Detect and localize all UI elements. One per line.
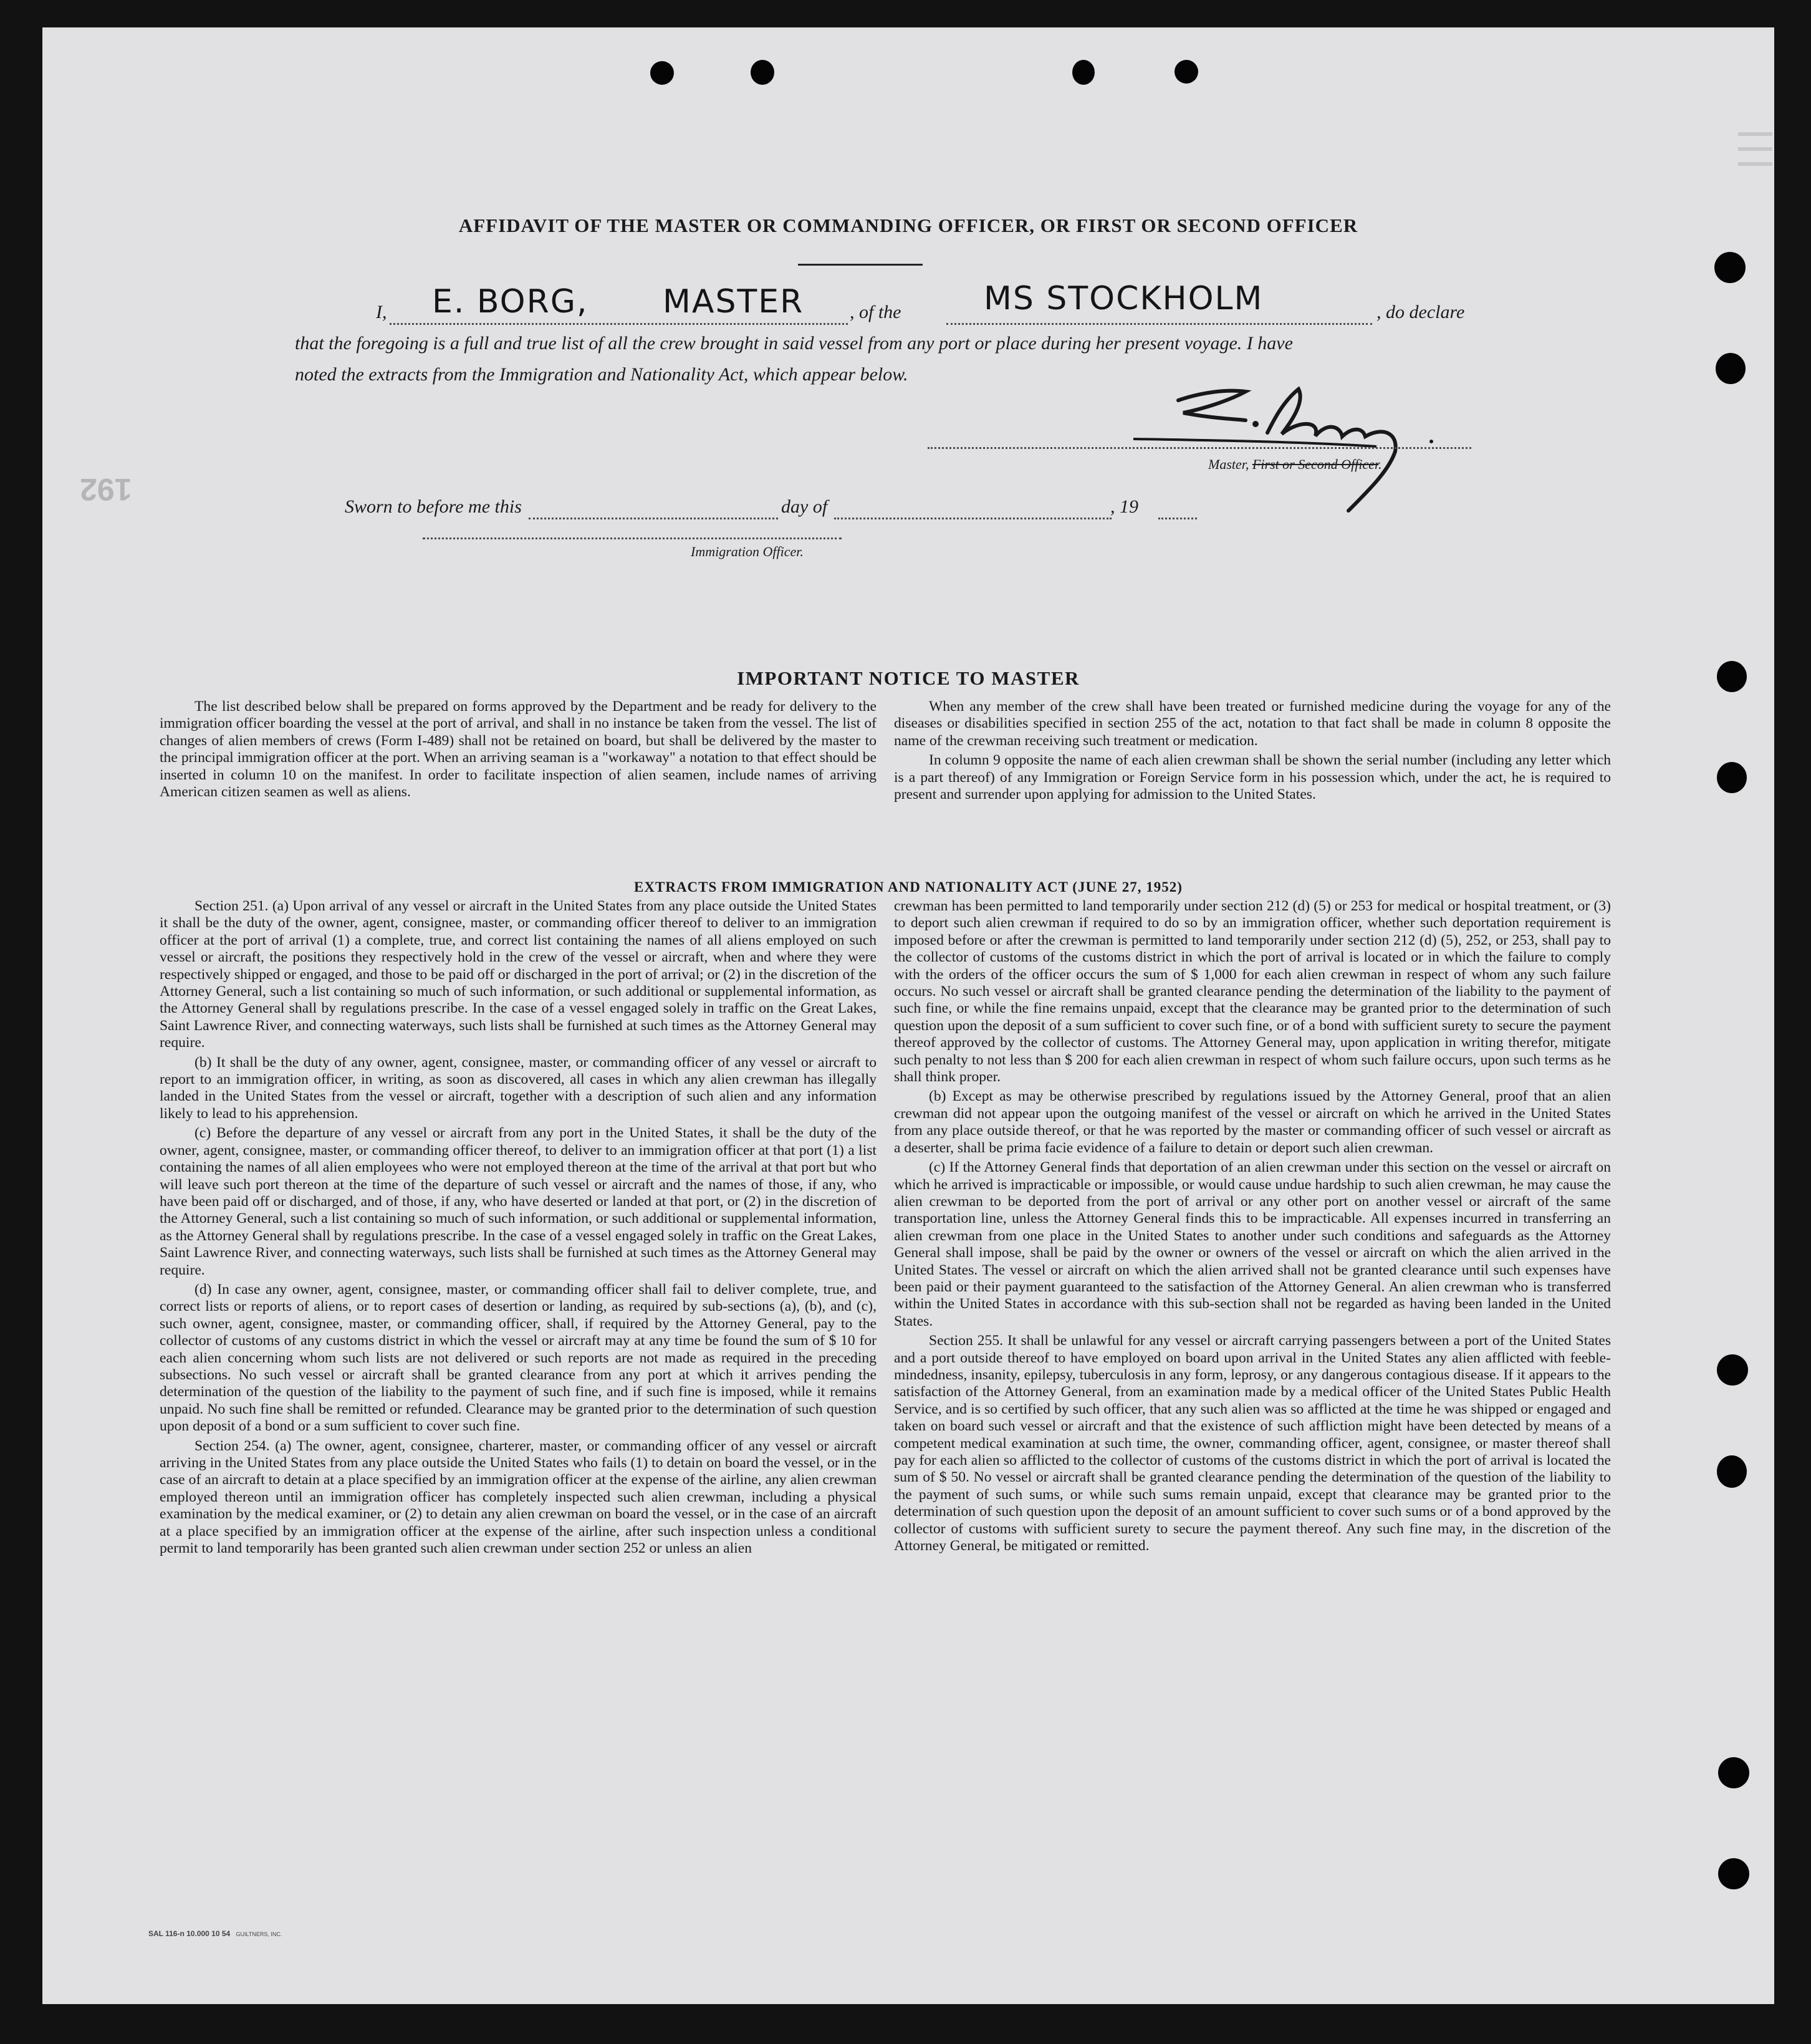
punch-hole [751,60,774,85]
section-251-b: (b) It shall be the duty of any owner, agent, consignee, master, or commanding officer of any vessel or aircraft to report to an immigration officer, in writing, as soon as discovered, all cases in which any alien crewman has illegally landed in the United States from the vessel or aircraft, together with a description of such alien and any information likely to lead to his apprehension. [160,1054,877,1122]
extracts-title: EXTRACTS FROM IMMIGRATION AND NATIONALITY ACT (JUNE 27, 1952) [634,879,1183,895]
signature-line [928,447,1471,449]
punch-hole [1718,1858,1749,1889]
handwritten-name: E. BORG, [432,283,588,321]
section-255: Section 255. It shall be unlawful for any vessel or aircraft carrying passengers between a port of the United States and a port outside thereof to have employed on board upon arrival in the United States any alien afflicted with feeble-mindedness, insanity, epilepsy, tuberculosis in any form, leprosy, or any dangerous contagious disease. If it appears to the satisfaction of the Attorney General, from an examination made by a medical officer of the United States Public Health Service, and is so certified by such officer, that any such alien was so afflicted at the time he was shipped or engaged and taken on board such vessel or aircraft and that the existence of such affliction might have been detected by means of a competent medical examination at such time, the owner, commanding officer, agent, consignee, or master thereof shall pay for each alien so afflicted to the collector of customs of the customs district in which the port of arrival is located the sum of $ 50. No vessel or aircraft shall be granted clearance pending the determination of the question of the liability to the payment of such sums, or while such sums remain unpaid, except that clearance may be granted prior to the determination of such question upon the deposit of an amount sufficient to cover such sums or of a bond approved by the collector of customs with sufficient surety to secure the payment thereof. Any such fine may, in the discretion of the Attorney General, be mitigated or remitted. [894,1333,1611,1555]
notice-title: IMPORTANT NOTICE TO MASTER [737,667,1080,689]
of-the-text: , of the [850,302,901,322]
punch-hole [1175,60,1198,84]
pronoun-text: I, [376,302,387,322]
punch-hole [650,61,674,85]
section-251-c: (c) Before the departure of any vessel or aircraft from any port in the United States, it shall be the duty of the owner, agent, consignee, master, or commanding officer thereof, to deliver to an immigration officer at that port (1) a list containing the names of all alien employees who were not employed thereon at the time of the arrival at that port but who will leave such port thereon at the time of the departure of such vessel or aircraft and the names of those, if any, who have been paid off or discharged, and of those, if any, who have deserted or landed at that port, or (2) in the discretion of the Attorney General, such a list containing so much of such information, or such additional or supplemental information, as the Attorney General shall by regulations prescribe. In the case of a vessel engaged solely in traffic on the Great Lakes, Saint Lawrence River, and connecting waterways, such lists shall be furnished at such times as the Attorney General may require. [160,1125,877,1278]
immigration-officer-label: Immigration Officer. [691,544,804,559]
handwritten-vessel: MS STOCKHOLM [984,280,1264,317]
master-signature [1133,377,1470,514]
section-251-a: Section 251. (a) Upon arrival of any vessel or aircraft in the United States from any place outside the United States it shall be the duty of the owner, agent, consignee, master, or commanding officer thereof to deliver to an immigration officer at the port of arrival (1) a complete, true, and correct list containing the names of all aliens employed on such vessel or aircraft, the positions they respectively hold in the crew of the vessel or aircraft, when and where they were respectively shipped or engaged, and those to be paid off or discharged in the port of arrival; or (2) in the discretion of the Attorney General, such a list containing so much of such information, or such additional or supplemental information, as the Attorney General shall by regulations prescribe. In the case of a vessel engaged solely in traffic on the Great Lakes, Saint Lawrence River, and connecting waterways, such lists shall be furnished at such times as the Attorney General may require. [160,898,877,1051]
punch-hole [1717,1354,1748,1386]
punch-hole [1716,353,1746,384]
section-254-a: Section 254. (a) The owner, agent, consignee, charterer, master, or commanding officer of any vessel or aircraft arriving in the United States from any place outside the United States who fails (1) to detain on board the vessel, or in the case of an aircraft to detain at a place specified by an immigration officer at the expense of the airline, any alien crewman employed thereon until an immigration officer has completely inspected such alien crewman, including a physical examination by the medical examiner, or (2) to detain any alien crewman on board the vessel, or in the case of an aircraft at a place specified by an immigration officer at the expense of the airline, after such inspection unless a conditional permit to land temporarily has been granted such alien crewman under section 252 or unless an alien [160,1437,877,1557]
declaration-line-2: that the foregoing is a full and true list of all the crew brought in said vessel from any port or place during her present voyage. I have [295,333,1293,354]
immigration-officer-line [423,538,842,539]
sworn-day-field [529,518,778,519]
struck-text: First or Second Officer [1252,456,1379,472]
punch-hole [1718,1757,1749,1788]
printer-mark: GUILTNERS, INC. [236,1931,282,1937]
sworn-text: Sworn to before me this [345,496,522,517]
notice-right-column [894,698,1611,806]
punch-hole [1714,252,1746,283]
handwritten-rank: MASTER [663,283,804,321]
title-rule [798,264,923,266]
notice-paragraph: In column 9 opposite the name of each alien crewman shall be shown the serial number (including any letter which is a part thereof) of any Immigration or Foreign Service form in his possession which, under the act, he is required to present and surrender upon applying for admission to the United States. [894,752,1611,803]
day-of-text: day of [781,496,828,517]
sworn-year-field [1158,518,1197,519]
punch-hole [1072,60,1095,85]
do-declare-text: , do declare [1376,302,1465,322]
punch-hole [1717,762,1747,793]
form-number: SAL 116-n 10.000 10 54 GUILTNERS, INC. [148,1929,282,1938]
section-254-c: (c) If the Attorney General finds that deportation of an alien crewman under this section on the vessel or aircraft on which he arrived is impracticable or impossible, or would cause undue hardship to such alien crewman, he may cause the alien crewman to be deported from the port of arrival or any other port on another vessel or aircraft of the same transportation line, unless the Attorney General finds this to be impracticable. All expenses incurred in transferring an alien crewman from one place in the United States to another under such conditions and safeguards as the Attorney General shall impose, shall be paid by the owner or owners of the vessel or aircraft on which the alien arrived in the United States. The vessel or aircraft on which the alien arrived shall not be granted clearance until such expenses have been paid or their payment guaranteed to the satisfaction of the Attorney General. An alien crewman who is transferred within the United States in accordance with this sub-section shall not be regarded as having been landed in the United States. [894,1159,1611,1329]
punch-hole [1717,1455,1747,1488]
year-text: , 19 [1110,496,1138,517]
section-254-b: (b) Except as may be otherwise prescribed by regulations issued by the Attorney General, proof that an alien crewman did not appear upon the outgoing manifest of the vessel or aircraft on which he arrived in the United States from any place outside thereof, or that he was reported by the master or commanding officer of such vessel or aircraft as a deserter, shall be prima facie evidence of a failure to detain or deport such alien crewman. [894,1088,1611,1156]
page-number-mark: 192 [80,472,132,507]
form-page [42,27,1774,2004]
notice-paragraph: When any member of the crew shall have been treated or furnished medicine during the voyage for any of the diseases or disabilities specified in section 255 of the act, notation to that fact shall be made in column 8 opposite the name of the crewman receiving such treatment or medication. [894,698,1611,749]
sworn-month-field [834,518,1112,519]
vessel-line [946,323,1372,325]
section-254-a-continued: crewman has been permitted to land temporarily under section 212 (d) (5) or 253 for medical or hospital treatment, or (3) to deport such alien crewman if required to do so by an immigration officer, whether such deportation requirement is imposed before or after the crewman is permitted to land temporarily under section 212 (d) (5), 252, or 253, shall pay to the collector of customs of the customs district in which the port of arrival is located or in which the failure to comply with the orders of the officer occurs the sum of $ 1,000 for each alien crewman in respect of whom any such failure occurs. No such vessel or aircraft shall be granted clearance pending the determination of the liability to the payment of such fine, or while the fine remains unpaid, except that the clearance may be granted prior to the determination of such question upon the deposit of a sum sufficient to cover such fine, or of a bond with sufficient surety to secure the payment thereof approved by the collector of customs. The Attorney General may, upon application in writing therefor, mitigate such penalty to not less than $ 200 for each alien crewman in respect of whom such failure occurs, upon such terms as he shall think proper. [894,898,1611,1086]
affidavit-title: AFFIDAVIT OF THE MASTER OR COMMANDING OFFICER, OR FIRST OR SECOND OFFICER [458,215,1358,236]
section-251-d: (d) In case any owner, agent, consignee, master, or commanding officer shall fail to deliver complete, true, and correct lists or reports of aliens, or to report cases of desertion or landing, as required by sub-sections (a), (b), and (c), such owner, agent, consignee, master, or commanding officer, shall, if required by the Attorney General, pay to the collector of customs of any customs district in which the vessel or aircraft may at any time be found the sum of $ 10 for each alien concerning whom such lists are not delivered or such reports are not made as required in the preceding subsections. No such vessel or aircraft shall be granted clearance from any port at which it arrives pending the determination of the question of the liability to the payment of such fine, and if such fine is imposed, while it remains unpaid. No such fine shall be remitted or refunded. Clearance may be granted prior to the determination of such question upon deposit of a bond or a sum sufficient to cover such fine. [160,1281,877,1435]
declaration-line-3: noted the extracts from the Immigration and Nationality Act, which appear below. [295,364,908,385]
name-rank-line [390,323,848,325]
notice-left-column [160,698,877,803]
notice-paragraph: The list described below shall be prepared on forms approved by the Department and be ready for delivery to the immigration officer boarding the vessel at the port of arrival, and shall in no instance be taken from the vessel. The list of changes of alien members of crews (Form I-489) shall not be retained on board, but shall be delivered by the master to the principal immigration officer at the port. When an arriving seaman is a "workaway" a notation to that effect should be inserted in column 10 on the manifest. In order to facilitate inspection of alien seamen, include names of arriving American citizen seamen as well as aliens. [160,698,877,801]
extracts-right-column [894,898,1611,1557]
signature-label: Master, First or Second Officer. [1208,456,1382,472]
extracts-left-column [160,898,877,1560]
bleed-through [1738,121,1772,202]
